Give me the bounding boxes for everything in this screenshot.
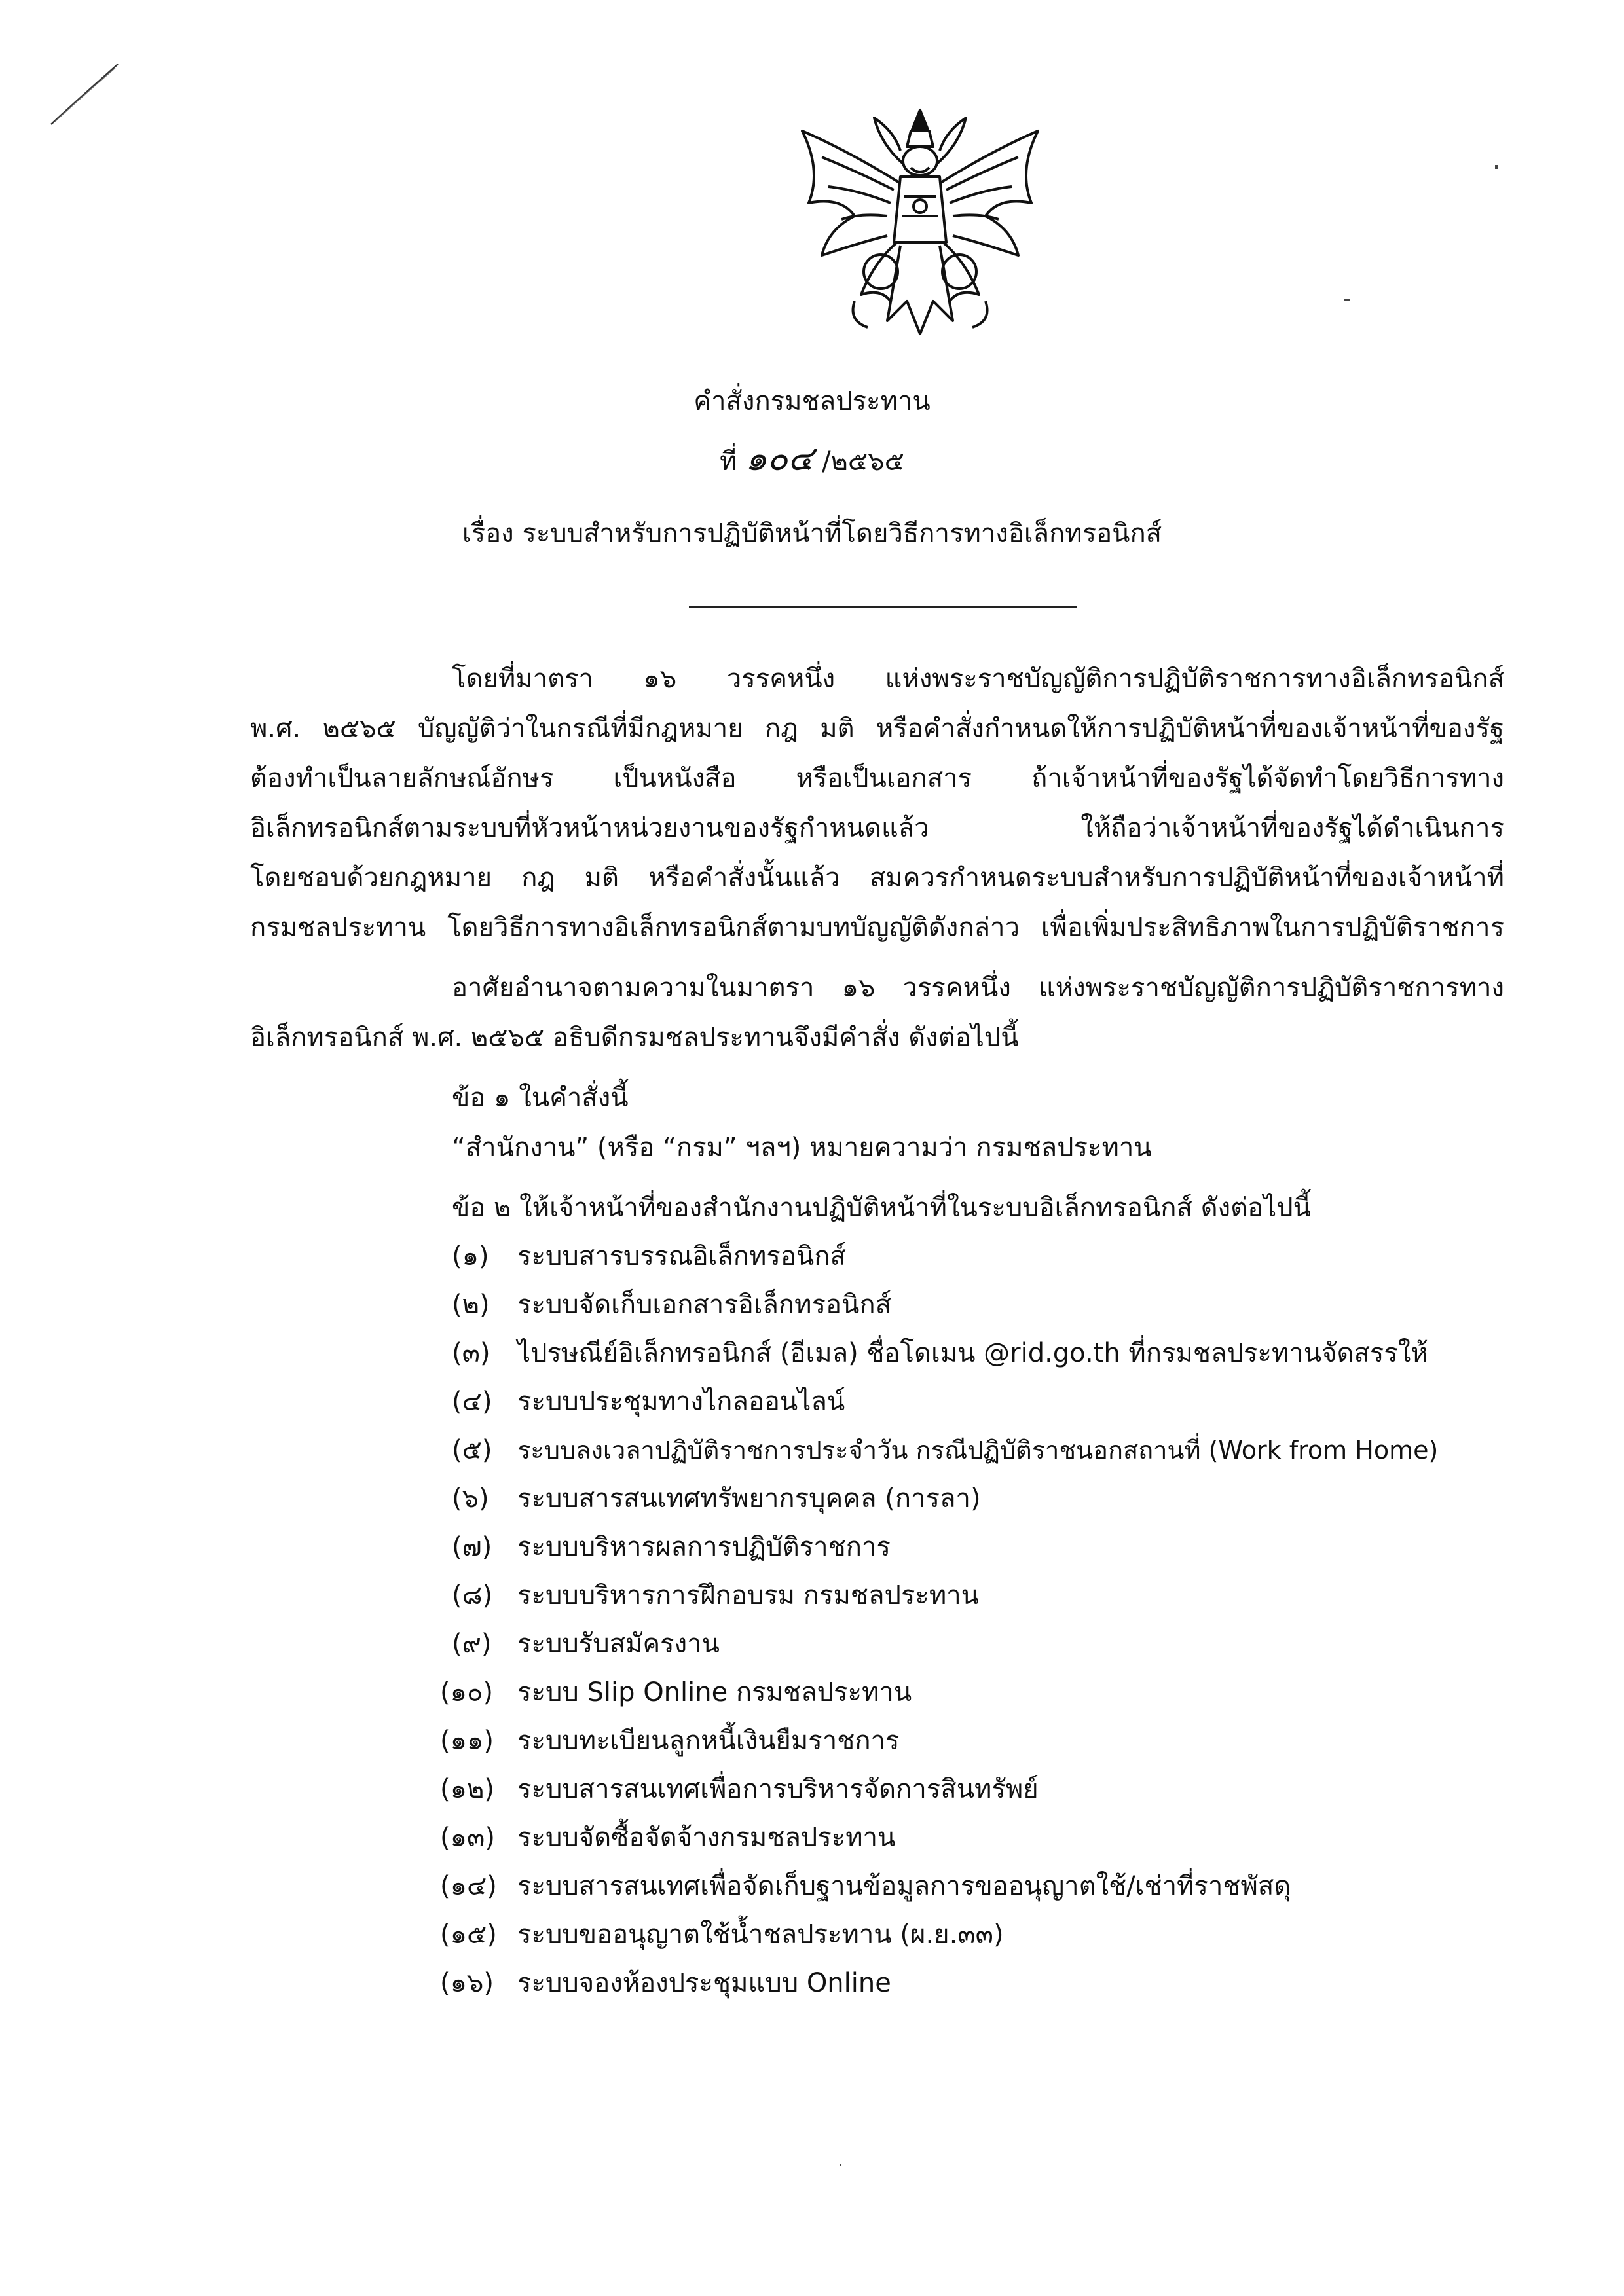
scan-speck bbox=[840, 2164, 841, 2166]
list-item-text: ระบบจองห้องประชุมแบบ Online bbox=[517, 1968, 891, 1998]
list-item-text: ระบบจัดเก็บเอกสารอิเล็กทรอนิกส์ bbox=[517, 1290, 891, 1320]
paragraph2-line: อาศัยอำนาจตามความในมาตรา ๑๖ วรรคหนึ่ง แห่งพระราชบัญญัติการปฏิบัติราชการทาง bbox=[452, 973, 1504, 1003]
scan-speck bbox=[1495, 165, 1498, 169]
paragraph1-line: กรมชลประทาน โดยวิธีการทางอิเล็กทรอนิกส์ตามบทบัญญัติดังกล่าว เพื่อเพิ่มประสิทธิภาพในการปฏิบัติราชการ bbox=[250, 913, 1504, 943]
list-item-text: ระบบบริหารการฝึกอบรม กรมชลประทาน bbox=[517, 1580, 979, 1611]
list-item-number: (๖) bbox=[452, 1484, 489, 1514]
list-item-text: ระบบบริหารผลการปฏิบัติราชการ bbox=[517, 1532, 891, 1562]
list-item-text: ระบบประชุมทางไกลออนไลน์ bbox=[517, 1387, 845, 1417]
list-item-number: (๑๕) bbox=[440, 1920, 497, 1950]
order-title: คำสั่งกรมชลประทาน bbox=[693, 386, 931, 416]
paragraph2-line: อิเล็กทรอนิกส์ พ.ศ. ๒๕๖๕ อธิบดีกรมชลประทานจึงมีคำสั่ง ดังต่อไปนี้ bbox=[250, 1023, 1019, 1053]
list-item-number: (๗) bbox=[452, 1532, 492, 1562]
list-item-text: ไปรษณีย์อิเล็กทรอนิกส์ (อีเมล) ชื่อโดเมน @rid.go.th ที่กรมชลประทานจัดสรรให้ bbox=[517, 1338, 1428, 1368]
list-item-text: ระบบขออนุญาตใช้น้ำชลประทาน (ผ.ย.๓๓) bbox=[517, 1920, 1004, 1950]
handwritten-number: ๑๐๔ bbox=[745, 439, 814, 479]
paragraph1-line: อิเล็กทรอนิกส์ตามระบบที่หัวหน้าหน่วยงานของรัฐกำหนดแล้ว ให้ถือว่าเจ้าหน้าที่ของรัฐได้ดำเนินการ bbox=[250, 813, 1504, 843]
list-item-number: (๓) bbox=[452, 1338, 490, 1368]
list-item-number: (๑๔) bbox=[440, 1871, 497, 1901]
list-item-number: (๑) bbox=[452, 1241, 489, 1271]
paragraph1-line: โดยที่มาตรา ๑๖ วรรคหนึ่ง แห่งพระราชบัญญัติการปฏิบัติราชการทางอิเล็กทรอนิกส์ bbox=[452, 664, 1504, 694]
paragraph1-line: พ.ศ. ๒๕๖๕ บัญญัติว่าในกรณีที่มีกฎหมาย กฎ มติ หรือคำสั่งกำหนดให้การปฏิบัติหน้าที่ของเจ้าหน้าที่ของรัฐ bbox=[250, 714, 1504, 744]
list-item-number: (๑๑) bbox=[440, 1726, 494, 1756]
clause1-definition: “สำนักงาน” (หรือ “กรม” ฯลฯ) หมายความว่า กรมชลประทาน bbox=[452, 1133, 1152, 1163]
garuda-emblem bbox=[783, 105, 1058, 340]
list-item-number: (๕) bbox=[452, 1435, 492, 1465]
list-item-text: ระบบ Slip Online กรมชลประทาน bbox=[517, 1677, 912, 1707]
list-item-text: ระบบทะเบียนลูกหนี้เงินยืมราชการ bbox=[517, 1726, 900, 1756]
list-item-text: ระบบสารสนเทศทรัพยากรบุคคล (การลา) bbox=[517, 1484, 981, 1514]
list-item-number: (๒) bbox=[452, 1290, 490, 1320]
list-item-number: (๙) bbox=[452, 1629, 492, 1659]
list-item-text: ระบบสารบรรณอิเล็กทรอนิกส์ bbox=[517, 1241, 846, 1271]
list-item-text: ระบบสารสนเทศเพื่อจัดเก็บฐานข้อมูลการขออนุญาตใช้/เช่าที่ราชพัสดุ bbox=[517, 1871, 1291, 1901]
list-item-text: ระบบลงเวลาปฏิบัติราชการประจำวัน กรณีปฏิบัติราชนอกสถานที่ (Work from Home) bbox=[517, 1436, 1439, 1465]
number-prefix: ที่ bbox=[720, 446, 737, 477]
list-item-number: (๑๐) bbox=[440, 1677, 494, 1707]
list-item-number: (๑๓) bbox=[440, 1823, 495, 1853]
paragraph1-line: ต้องทำเป็นลายลักษณ์อักษร เป็นหนังสือ หรือเป็นเอกสาร ถ้าเจ้าหน้าที่ของรัฐได้จัดทำโดยวิธีการทาง bbox=[250, 763, 1504, 793]
subject-line: เรื่อง ระบบสำหรับการปฏิบัติหน้าที่โดยวิธีการทางอิเล็กทรอนิกส์ bbox=[462, 519, 1162, 549]
list-item-number: (๔) bbox=[452, 1387, 492, 1417]
list-item-number: (๑๖) bbox=[440, 1968, 494, 1998]
list-item-number: (๘) bbox=[452, 1580, 493, 1611]
scan-speck bbox=[1344, 299, 1350, 301]
list-item-text: ระบบสารสนเทศเพื่อการบริหารจัดการสินทรัพย์ bbox=[517, 1774, 1039, 1804]
pen-stroke-mark bbox=[46, 59, 124, 131]
list-item-text: ระบบรับสมัครงาน bbox=[517, 1629, 720, 1659]
divider-rule bbox=[689, 606, 1077, 608]
list-item-text: ระบบจัดซื้อจัดจ้างกรมชลประทาน bbox=[517, 1823, 896, 1853]
clause1-title: ข้อ ๑ ในคำสั่งนี้ bbox=[452, 1083, 629, 1113]
paragraph1-line: โดยชอบด้วยกฎหมาย กฎ มติ หรือคำสั่งนั้นแล้ว สมควรกำหนดระบบสำหรับการปฏิบัติหน้าที่ของเจ้าหน้าที่ bbox=[250, 863, 1504, 893]
list-item-number: (๑๒) bbox=[440, 1774, 494, 1804]
clause2-title: ข้อ ๒ ให้เจ้าหน้าที่ของสำนักงานปฏิบัติหน้าที่ในระบบอิเล็กทรอนิกส์ ดังต่อไปนี้ bbox=[452, 1193, 1311, 1223]
order-number bbox=[0, 439, 1624, 479]
number-suffix: /๒๕๖๕ bbox=[822, 446, 904, 477]
